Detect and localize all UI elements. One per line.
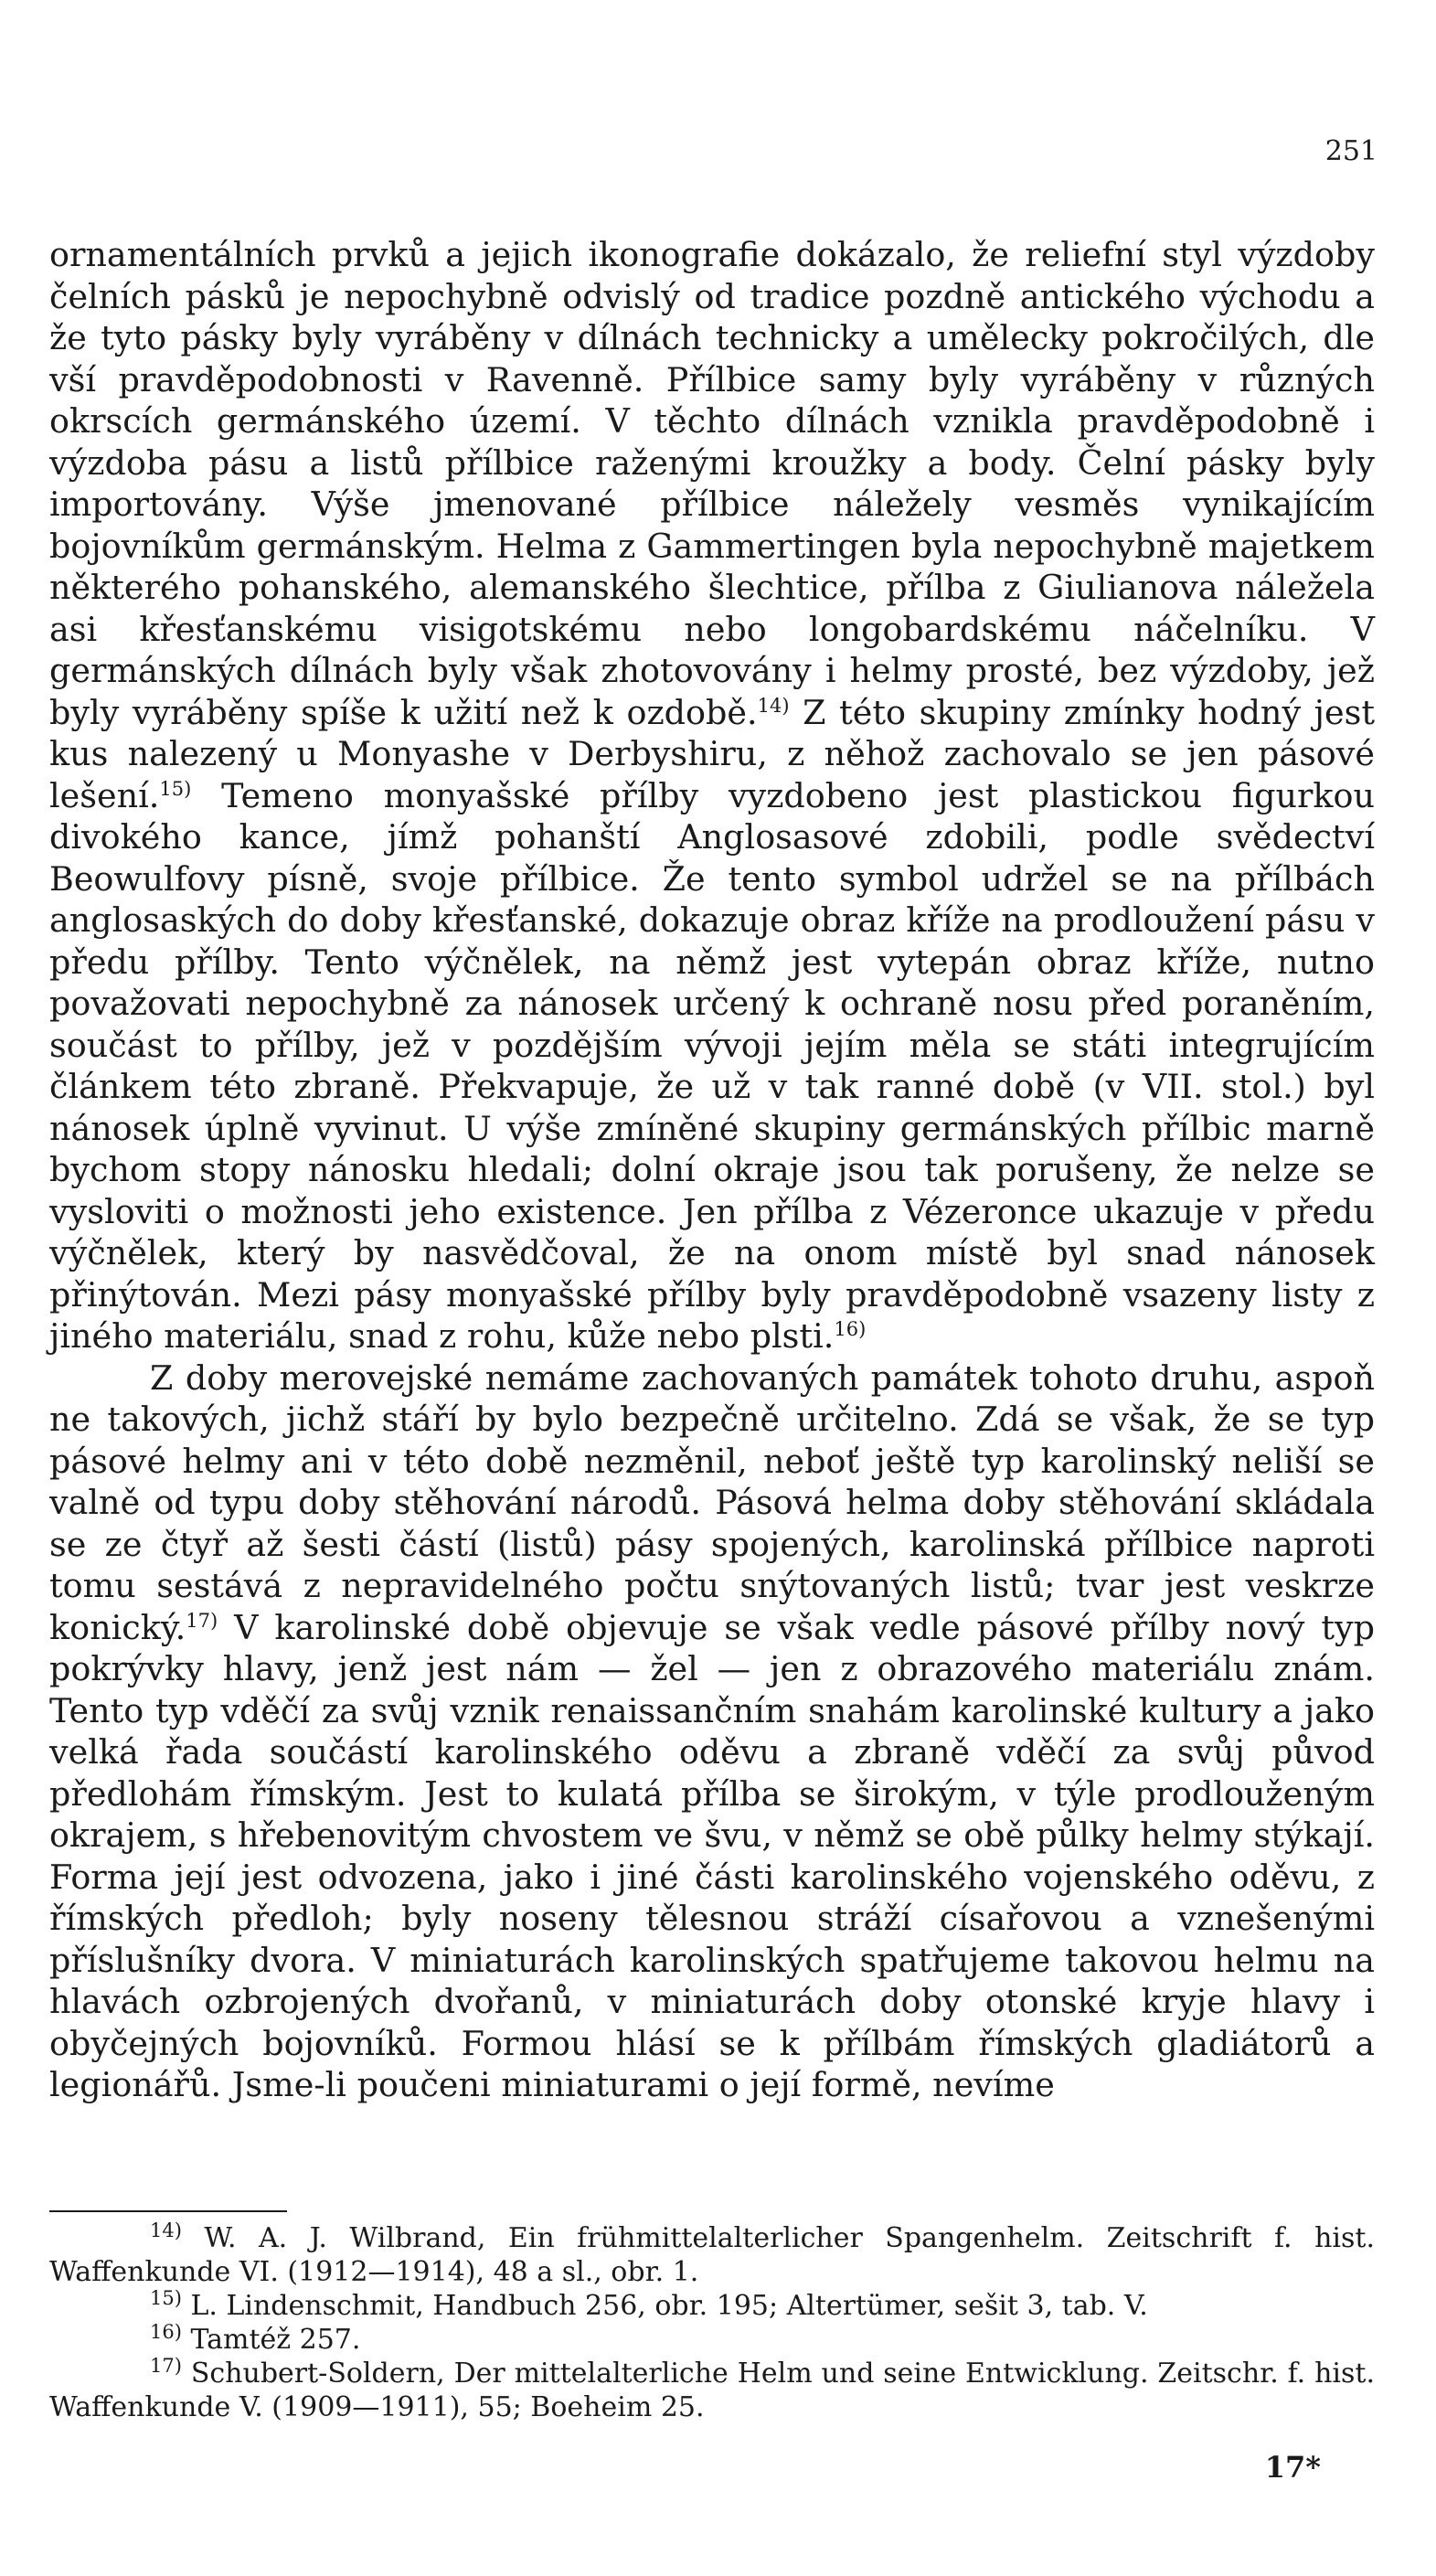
page-number: 251 [1324, 135, 1377, 167]
footnotes [49, 2221, 1375, 2424]
text-segment: Temeno monyašské přílby vyzdobeno jest plastickou figurkou divokého kance, jímž pohanští Anglosasové zdobili, podle svědectví Beowulfovy písně, svoje přílbice. Že tento symbol udržel se na přílbách anglosaských do doby křesťanské, dokazuje obraz kříže na prodloužení pásu v předu přílby. Tento výčnělek, na němž jest vytepán obraz kříže, nutno považovati nepochybně za nánosek určený k ochraně nosu před poraněním, součást to přílby, jež v pozdějším vývoji jejím měla se státi integrujícím článkem této zbraně. Překvapuje, že už v tak ranné době (v VII. stol.) byl nánosek úplně vyvinut. U výše zmíněné skupiny germánských přílbic marně bychom stopy nánosku hledali; dolní okraje jsou tak porušeny, že nelze se vysloviti o možnosti jeho existence. Jen přílba z Vézeronce ukazuje v předu výčnělek, který by nasvědčoval, že na onom místě byl snad nánosek přinýtován. Mezi pásy monyašské přílby byly pravděpodobně vsazeny listy z jiného materiálu, snad z rohu, kůže nebo plsti. [49, 775, 1375, 1356]
paragraph [49, 1357, 1375, 2106]
footnote-text: Tamtéž 257. [190, 2324, 361, 2356]
footnote-text: L. Lindenschmit, Handbuch 256, obr. 195; Altertümer, sešit 3, tab. V. [190, 2290, 1148, 2322]
footnote-mark: 15) [150, 2287, 182, 2309]
footnote-mark: 16) [150, 2321, 182, 2343]
footnote-ref: 16) [834, 1317, 867, 1340]
footnote-text: Schubert-Soldern, Der mittelalterliche Helm und seine Entwicklung. Zeitschr. f. hist. Waffenkunde V. (1909—1911), 55; Boeheim 25. [49, 2358, 1375, 2423]
signature-mark: 17* [1264, 2450, 1321, 2485]
text-segment: V karolinské době objevuje se však vedle pásové přílby nový typ pokrývky hlavy, jenž jest nám — žel — jen z obrazového materiálu znám. Tento typ vděčí za svůj vznik renaissančním snahám karolinské kultury a jako velká řada součástí karolinského oděvu a zbraně vděčí za svůj původ předlohám římským. Jest to kulatá přílba se širokým, v týle prodlouženým okrajem, s hřebenovitým chvostem ve švu, v němž se obě půlky helmy stýkají. Forma její jest odvozena, jako i jiné části karolinského vojenského oděvu, z římských předloh; byly noseny tělesnou stráží císařovou a vznešenými příslušníky dvora. V miniaturách karolinských spatřujeme takovou helmu na hlavách ozbrojených dvořanů, v miniaturách doby otonské kryje hlavy i obyčejných bojovníků. Formou hlásí se k přílbám římských gladiátorů a legionářů. Jsme-li poučeni miniaturami o její formě, nevíme [49, 1607, 1375, 2104]
footnote-mark: 14) [150, 2219, 182, 2241]
footnote-ref: 15) [159, 777, 192, 800]
footnote [49, 2357, 1375, 2424]
footnote-mark: 17) [150, 2355, 182, 2377]
footnote [49, 2221, 1375, 2289]
footnote [49, 2323, 1375, 2357]
footnote [49, 2289, 1375, 2323]
text-segment: Z doby merovejské nemáme zachovaných památek tohoto druhu, aspoň ne takových, jichž stáří by bylo bezpečně určitelno. Zdá se však, že se typ pásové helmy ani v této době nezměnil, neboť ještě typ karolinský neliší se valně od typu doby stěhování národů. Pásová helma doby stěhování skládala se ze čtyř až šesti částí (listů) pásy spojených, karolinská přílbice naproti tomu sestává z nepravidelného počtu snýtovaných listů; tvar jest veskrze konický. [49, 1357, 1375, 1647]
paragraph [49, 234, 1375, 1357]
text-segment: Z této skupiny zmínky hodný jest kus nalezený u Monyashe v Derbyshiru, z něhož zachovalo se jen pásové lešení. [49, 692, 1375, 815]
footnote-divider [49, 2210, 287, 2212]
footnote-ref: 14) [757, 694, 790, 717]
footnote-ref: 17) [186, 1609, 218, 1632]
footnote-text: W. A. J. Wilbrand, Ein frühmittelalterlicher Spangenhelm. Zeitschrift f. hist. Waffenkunde VI. (1912—1914), 48 a sl., obr. 1. [49, 2222, 1375, 2288]
text-segment: ornamentálních prvků a jejich ikonografie dokázalo, že reliefní styl výzdoby čelních pásků je nepochybně odvislý od tradice pozdně antického východu a že tyto pásky byly vyráběny v dílnách technicky a umělecky pokročilých, dle vší pravděpodobnosti v Ravenně. Přílbice samy byly vyráběny v různých okrscích germánského území. V těchto dílnách vznikla pravděpodobně i výzdoba pásu a listů přílbice raženými kroužky a body. Čelní pásky byly importovány. Výše jmenované přílbice náležely vesměs vynikajícím bojovníkům germánským. Helma z Gammertingen byla nepochybně majetkem některého pohanského, alemanského šlechtice, přílba z Giulianova náležela asi křesťanskému visigotskému nebo longobardskému náčelníku. V germánských dílnách byly však zhotovovány i helmy prosté, bez výzdoby, jež byly vyráběny spíše k užití než k ozdobě. [49, 235, 1375, 732]
body-text [49, 234, 1375, 2106]
